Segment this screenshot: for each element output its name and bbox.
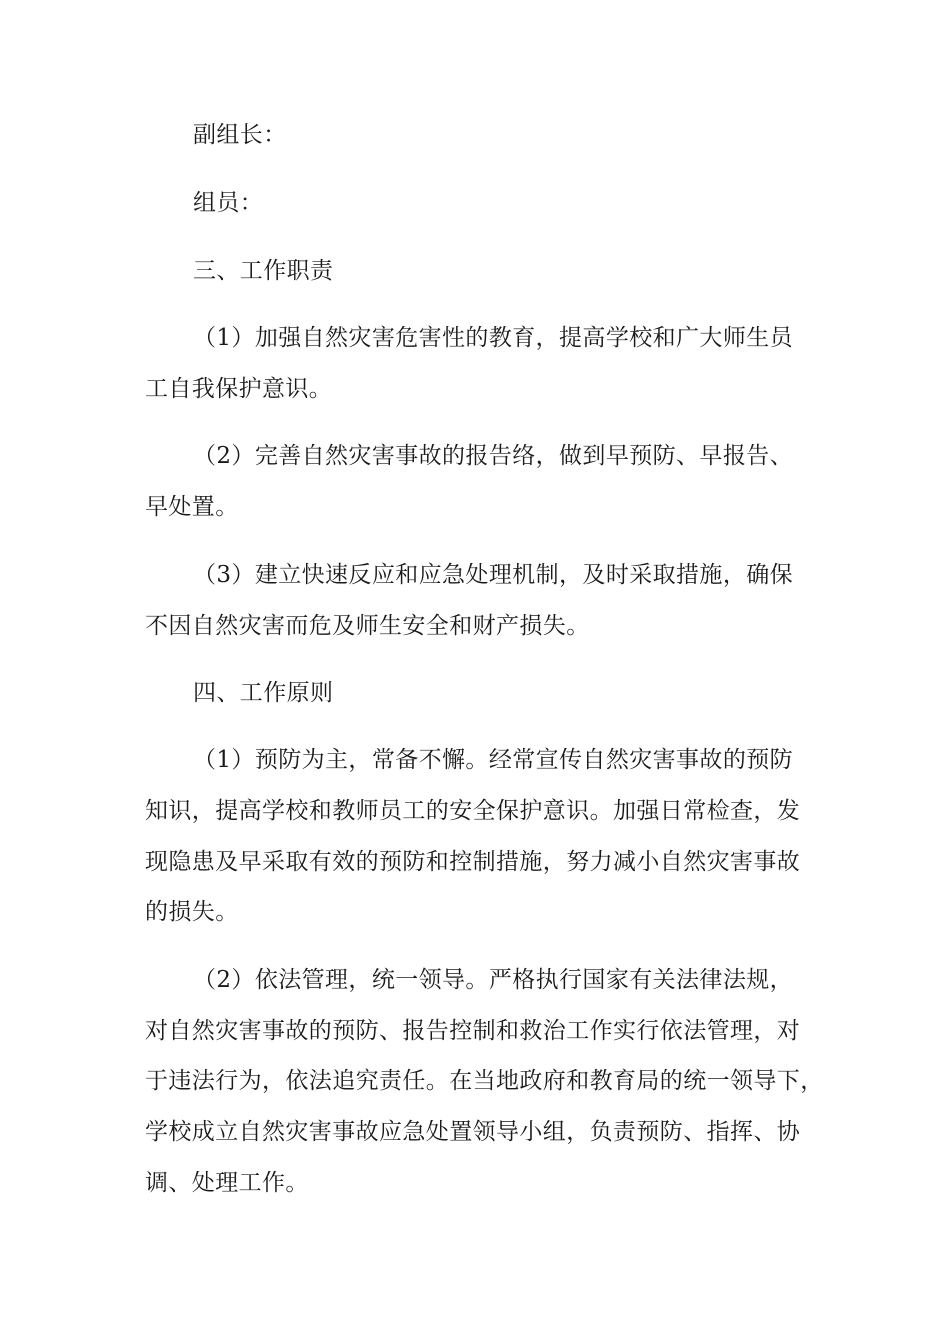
section-heading-principles: 四、工作原则 [193, 680, 334, 706]
paragraph-line: 不因自然灾害而危及师生安全和财产损失。 [145, 613, 590, 639]
paragraph-line: （3）建立快速反应和应急处理机制，及时采取措施，确保 [193, 562, 794, 588]
paragraph-line: （2）依法管理，统一领导。严格执行国家有关法律法规， [193, 967, 794, 993]
paragraph-line: （2）完善自然灾害事故的报告络，做到早预防、早报告、 [193, 443, 794, 469]
deputy-leader-label: 副组长： [193, 122, 287, 148]
paragraph-line: 于违法行为，依法追究责任。在当地政府和教育局的统一领导下， [145, 1068, 824, 1094]
paragraph-line: 知识，提高学校和教师员工的安全保护意识。加强日常检查，发 [145, 798, 801, 824]
paragraph-line: （1）加强自然灾害危害性的教育，提高学校和广大师生员 [193, 325, 794, 351]
paragraph-line: 工自我保护意识。 [145, 376, 333, 402]
paragraph-line: 现隐患及早采取有效的预防和控制措施，努力减小自然灾害事故 [145, 849, 801, 875]
paragraph-line: 对自然灾害事故的预防、报告控制和救治工作实行依法管理，对 [145, 1018, 801, 1044]
paragraph-line: 学校成立自然灾害事故应急处置领导小组，负责预防、指挥、协 [145, 1119, 801, 1145]
paragraph-line: 调、处理工作。 [145, 1170, 309, 1196]
paragraph-line: （1）预防为主，常备不懈。经常宣传自然灾害事故的预防 [193, 747, 794, 773]
paragraph-line: 早处置。 [145, 494, 239, 520]
members-label: 组员： [193, 190, 264, 216]
paragraph-line: 的损失。 [145, 899, 239, 925]
section-heading-responsibilities: 三、工作职责 [193, 258, 334, 284]
